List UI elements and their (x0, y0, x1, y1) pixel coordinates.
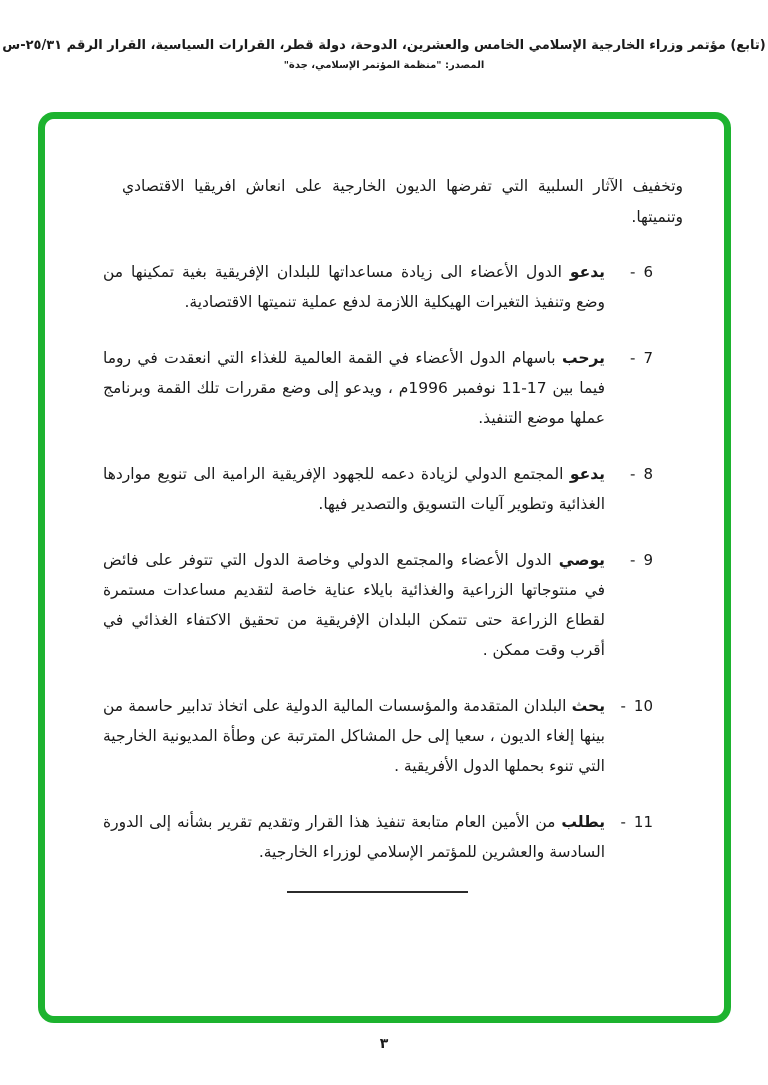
clause-number-digit: 11 (633, 813, 653, 831)
clause-text (103, 545, 605, 665)
clause-number-dash: - (630, 263, 636, 281)
clause-11 (103, 807, 653, 867)
clause-number (605, 807, 653, 867)
clause-body-text: الدول الأعضاء الى زيادة مساعداتها للبلدان الإفريقية بغية تمكينها من وضع وتنفيذ التغيرات الهيكلية اللازمة لدفع عملية تنميتها الاقتصادية. (103, 263, 605, 311)
clause-10 (103, 691, 653, 781)
header-title-line: (تابع) مؤتمر وزراء الخارجية الإسلامي الخامس والعشرين، الدوحة، دولة قطر، القرارات السياسية، القرار الرقم ٢٥/٣١-س (2, 38, 766, 53)
clause-6 (103, 257, 653, 317)
resolution-clauses (103, 257, 653, 867)
clause-body-text: المجتمع الدولي لزيادة دعمه للجهود الإفريقية الرامية الى تنويع مواردها الغذائية وتطوير آليات التسويق والتصدير فيها. (103, 465, 605, 513)
clause-number (605, 691, 653, 781)
green-border-frame (38, 112, 731, 1023)
clause-lead-word: يطلب (561, 813, 606, 831)
clause-number (605, 545, 653, 665)
intro-paragraph: وتخفيف الآثار السلبية التي تفرضها الديون الخارجية على انعاش افريقيا الاقتصادي وتنميتها. (122, 177, 683, 226)
clause-body-text: البلدان المتقدمة والمؤسسات المالية الدولية على اتخاذ تدابير حاسمة من بينها إلغاء الديون ، سعيا إلى حل المشاكل المترتبة عن وطأة المديونية الخارجية التي تنوء بحملها الدول الأفريقية . (103, 697, 605, 775)
clause-text (103, 691, 605, 781)
clause-number-digit: 8 (643, 465, 653, 483)
clause-number-digit: 6 (643, 263, 653, 281)
clause-number-digit: 9 (643, 551, 653, 569)
clause-number-dash: - (630, 349, 636, 367)
clause-7 (103, 343, 653, 433)
document-header (0, 38, 768, 71)
clause-body-text: باسهام الدول الأعضاء في القمة العالمية للغذاء التي انعقدت في روما فيما بين ‎11-17‎ نوفمبر 1996م ، ويدعو إلى وضع مقررات تلك القمة وبرنامج عملها موضع التنفيذ. (103, 349, 605, 427)
clause-text (103, 343, 605, 433)
clause-8 (103, 459, 653, 519)
clause-number-dash: - (620, 697, 626, 715)
document-body (45, 119, 724, 893)
header-source-line: المصدر: "منظمة المؤتمر الإسلامي، جدة" (283, 60, 485, 71)
clause-number-digit: 7 (643, 349, 653, 367)
clause-lead-word: يدعو (569, 465, 605, 483)
clause-lead-word: يدعو (569, 263, 605, 281)
clause-lead-word: يرحب (561, 349, 605, 367)
clause-number (605, 459, 653, 519)
clause-number-dash: - (620, 813, 626, 831)
clause-9 (103, 545, 653, 665)
clause-number-dash: - (630, 551, 636, 569)
clause-text (103, 807, 605, 867)
clause-lead-word: يوصي (558, 551, 605, 569)
clause-lead-word: يحث (571, 697, 606, 715)
clause-number-digit: 10 (633, 697, 653, 715)
clause-text (103, 257, 605, 317)
clause-text (103, 459, 605, 519)
clause-number-dash: - (630, 465, 636, 483)
clause-body-text: الدول الأعضاء والمجتمع الدولي وخاصة الدول التي تتوفر على فائض في منتوجاتها الزراعية والغذائية بايلاء عناية خاصة لتقديم مساعدات مستمرة لقطاع الزراعة حتى تتمكن البلدان الإفريقية من تحقيق الاكتفاء الغذائي في أقرب وقت ممكن . (103, 551, 605, 659)
clause-body-text: من الأمين العام متابعة تنفيذ هذا القرار وتقديم تقرير بشأنه إلى الدورة السادسة والعشرين للمؤتمر الإسلامي لوزراء الخارجية. (103, 813, 605, 861)
clause-number (605, 343, 653, 433)
clause-number (605, 257, 653, 317)
page-number: ٣ (379, 1036, 389, 1052)
separator-rule (287, 891, 468, 893)
